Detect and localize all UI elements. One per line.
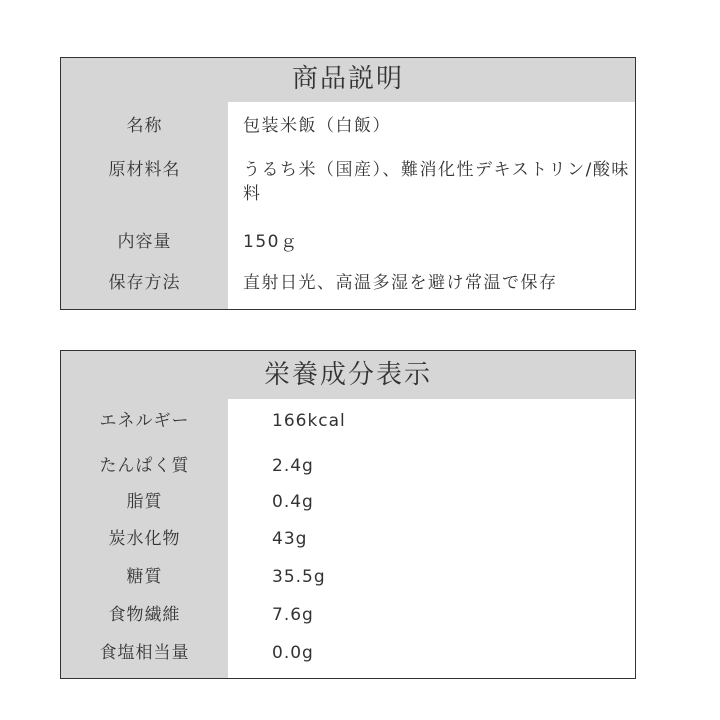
nutrition-label-sugar: 糖質 [126, 567, 163, 587]
product-info-title: 商品説明 [61, 58, 635, 102]
product-value-content: 150ｇ [243, 232, 299, 252]
nutrition-facts-table [60, 350, 636, 679]
nutrition-value-energy: 166kcal [272, 411, 346, 431]
nutrition-value-salt: 0.0g [272, 643, 314, 663]
nutrition-label-carbohydrate: 炭水化物 [108, 529, 181, 549]
product-label-ingredients: 原材料名 [108, 160, 181, 180]
product-value-name: 包装米飯（白飯） [243, 116, 391, 136]
nutrition-value-fiber: 7.6g [272, 605, 314, 625]
product-value-storage: 直射日光、高温多湿を避け常温で保存 [243, 273, 558, 293]
nutrition-value-carbohydrate: 43g [272, 529, 308, 549]
product-label-name: 名称 [126, 116, 163, 136]
nutrition-label-fiber: 食物繊維 [108, 605, 181, 625]
nutrition-label-fat: 脂質 [126, 492, 163, 512]
nutrition-facts-title: 栄養成分表示 [61, 351, 635, 399]
nutrition-label-energy: エネルギー [99, 411, 190, 431]
nutrition-value-protein: 2.4g [272, 456, 314, 476]
product-info-table [60, 57, 636, 310]
nutrition-label-salt: 食塩相当量 [99, 643, 190, 663]
product-value-ingredients: うるち米（国産）、難消化性デキストリン/酸味料 [243, 160, 630, 204]
nutrition-value-fat: 0.4g [272, 492, 314, 512]
nutrition-label-protein: たんぱく質 [99, 456, 190, 476]
product-label-storage: 保存方法 [108, 273, 181, 293]
product-label-content: 内容量 [117, 232, 172, 252]
nutrition-value-sugar: 35.5g [272, 567, 326, 587]
